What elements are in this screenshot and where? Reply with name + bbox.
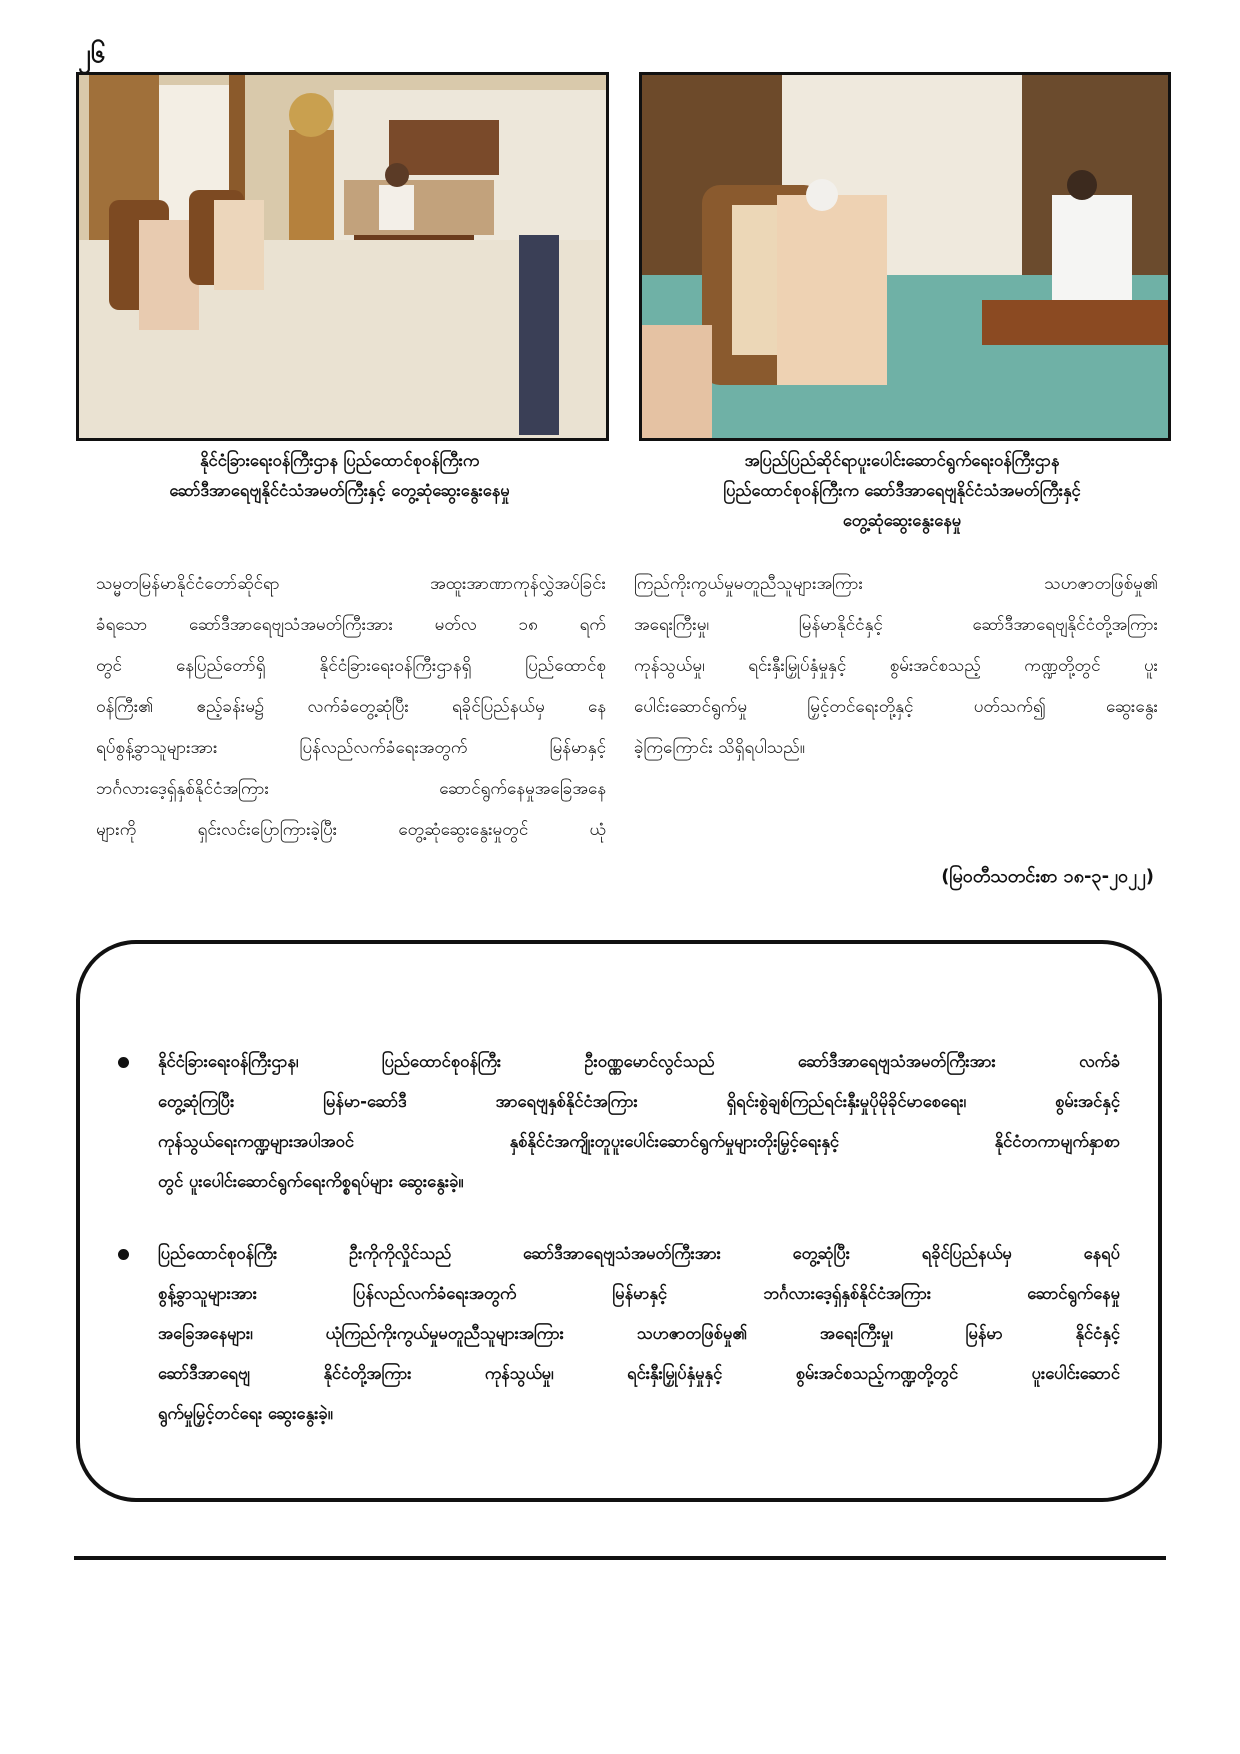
summary-line: ဆော်ဒီအာရေဗျ နိုင်ငံတို့အကြား ကုန်သွယ်မှု၊ ရင်းနှီးမြှုပ်နှံမှုနှင့် စွမ်းအင်စသည့်ကဏ္ဍတို့တွင် ပူးပေါင်းဆောင် <box>158 1364 1120 1383</box>
meeting-hall-illustration <box>79 75 606 438</box>
article-line: အရေးကြီးမှု၊ မြန်မာနိုင်ငံနှင့် ဆော်ဒီအာရေဗျနိုင်ငံတို့အကြား <box>634 615 1158 635</box>
photo-meeting-hall <box>76 72 609 441</box>
photo-meeting-closeup <box>639 72 1171 441</box>
article-line: ခဲ့ကြကြောင်း သိရှိရပါသည်။ <box>634 738 805 758</box>
summary-bullet-text <box>158 1042 1120 1202</box>
article-line: ဝန်ကြီး၏ ဧည့်ခန်းမ၌ လက်ခံတွေ့ဆုံပြီး ရခိုင်ပြည်နယ်မှ နေ <box>96 697 606 717</box>
article-line: ဘင်္ဂလားဒေ့ရှ်နှစ်နိုင်ငံအကြား ဆောင်ရွက်နေမှုအခြေအနေ <box>96 779 606 799</box>
summary-box <box>76 940 1162 1502</box>
summary-line: နိုင်ငံခြားရေးဝန်ကြီးဌာန၊ ပြည်ထောင်စုဝန်ကြီး ဦးဝဏ္ဏမောင်လွင်သည် ဆော်ဒီအာရေဗျသံအမတ်ကြီးအား လက်ခံ <box>158 1052 1120 1071</box>
summary-line: တွင် ပူးပေါင်းဆောင်ရွက်ရေးကိစ္စရပ်များ ဆွေးနွေးခဲ့။ <box>158 1172 464 1191</box>
article-column-left <box>96 564 606 851</box>
caption-line: အပြည်ပြည်ဆိုင်ရာပူးပေါင်းဆောင်ရွက်ရေးဝန်ကြီးဌာန <box>744 451 1060 470</box>
article-line: ကုန်သွယ်မှု၊ ရင်းနှီးမြှုပ်နှံမှုနှင့် စွမ်းအင်စသည့် ကဏ္ဍတို့တွင် ပူး <box>634 656 1158 676</box>
article-line: တွင် နေပြည်တော်ရှိ နိုင်ငံခြားရေးဝန်ကြီးဌာနရှိ ပြည်ထောင်စု <box>96 656 606 676</box>
article-line: ကြည်ကိုးကွယ်မှုမတူညီသူများအကြား သဟဇာတဖြစ်မှု၏ <box>634 574 1158 594</box>
photo-caption-left <box>76 446 603 506</box>
summary-line: တွေ့ဆုံကြပြီး မြန်မာ-ဆော်ဒီ အာရေဗျနှစ်နိုင်ငံအကြား ရှိရင်းစွဲချစ်ကြည်ရင်းနှီးမှုပိုမိုခိုင်မာစေရေး၊ စွမ်းအင်နှင့် <box>158 1092 1120 1111</box>
caption-line: နိုင်ငံခြားရေးဝန်ကြီးဌာန ပြည်ထောင်စုဝန်ကြီးက <box>200 451 479 470</box>
bullet-dot-icon <box>118 1249 129 1260</box>
article-source: (မြဝတီသတင်းစာ ၁၈-၃-၂၀၂၂) <box>941 866 1154 887</box>
summary-line: ပြည်ထောင်စုဝန်ကြီး ဦးကိုကိုလှိုင်သည် ဆော်ဒီအာရေဗျသံအမတ်ကြီးအား တွေ့ဆုံပြီး ရခိုင်ပြည်နယ်မှ နေရပ် <box>158 1244 1120 1263</box>
caption-line: ပြည်ထောင်စုဝန်ကြီးက ဆော်ဒီအာရေဗျနိုင်ငံသံအမတ်ကြီးနှင့် <box>723 481 1081 500</box>
photo-caption-right <box>639 446 1165 536</box>
meeting-closeup-illustration <box>642 75 1168 438</box>
summary-line: ကုန်သွယ်ရေးကဏ္ဍများအပါအဝင် နှစ်နိုင်ငံအကျိုးတူပူးပေါင်းဆောင်ရွက်မှုများတိုးမြှင့်ရေးနှင့် နိုင်ငံတကာမျက်နှာစာ <box>158 1132 1120 1151</box>
article-column-right <box>634 564 1158 769</box>
article-line: များကို ရှင်းလင်းပြောကြားခဲ့ပြီး တွေ့ဆုံဆွေးနွေးမှုတွင် ယုံ <box>96 820 606 840</box>
bullet-dot-icon <box>118 1057 129 1068</box>
caption-line: တွေ့ဆုံဆွေးနွေးနေမှု <box>842 511 962 530</box>
bottom-rule <box>74 1556 1166 1560</box>
summary-line: စွန့်ခွာသူများအား ပြန်လည်လက်ခံရေးအတွက် မြန်မာနှင့် ဘင်္ဂလားဒေ့ရှ်နှစ်နိုင်ငံအကြား ဆောင်ရွက်နေမှု <box>158 1284 1120 1303</box>
article-line: ခံရသော ဆော်ဒီအာရေဗျသံအမတ်ကြီးအား မတ်လ ၁၈ ရက် <box>96 615 606 635</box>
summary-bullet <box>118 1234 1120 1434</box>
page-number: ၂၆ <box>78 39 106 69</box>
caption-line: ဆော်ဒီအာရေဗျနိုင်ငံသံအမတ်ကြီးနှင့် တွေ့ဆုံဆွေးနွေးနေမှု <box>169 481 510 500</box>
article-line: သမ္မတမြန်မာနိုင်ငံတော်ဆိုင်ရာ အထူးအာဏာကုန်လွှဲအပ်ခြင်း <box>96 574 606 594</box>
summary-line: အခြေအနေများ၊ ယုံကြည်ကိုးကွယ်မှုမတူညီသူများအကြား သဟဇာတဖြစ်မှု၏ အရေးကြီးမှု၊ မြန်မာ နိုင်ငံနှင့် <box>158 1324 1120 1343</box>
article-line: ပေါင်းဆောင်ရွက်မှု မြှင့်တင်ရေးတို့နှင့် ပတ်သက်၍ ဆွေးနွေး <box>634 697 1158 717</box>
summary-bullet-text <box>158 1234 1120 1434</box>
article-line: ရပ်စွန့်ခွာသူများအား ပြန်လည်လက်ခံရေးအတွက် မြန်မာနှင့် <box>96 738 606 758</box>
summary-line: ရွက်မှုမြှင့်တင်ရေး ဆွေးနွေးခဲ့။ <box>158 1404 333 1423</box>
summary-bullet <box>118 1042 1120 1202</box>
